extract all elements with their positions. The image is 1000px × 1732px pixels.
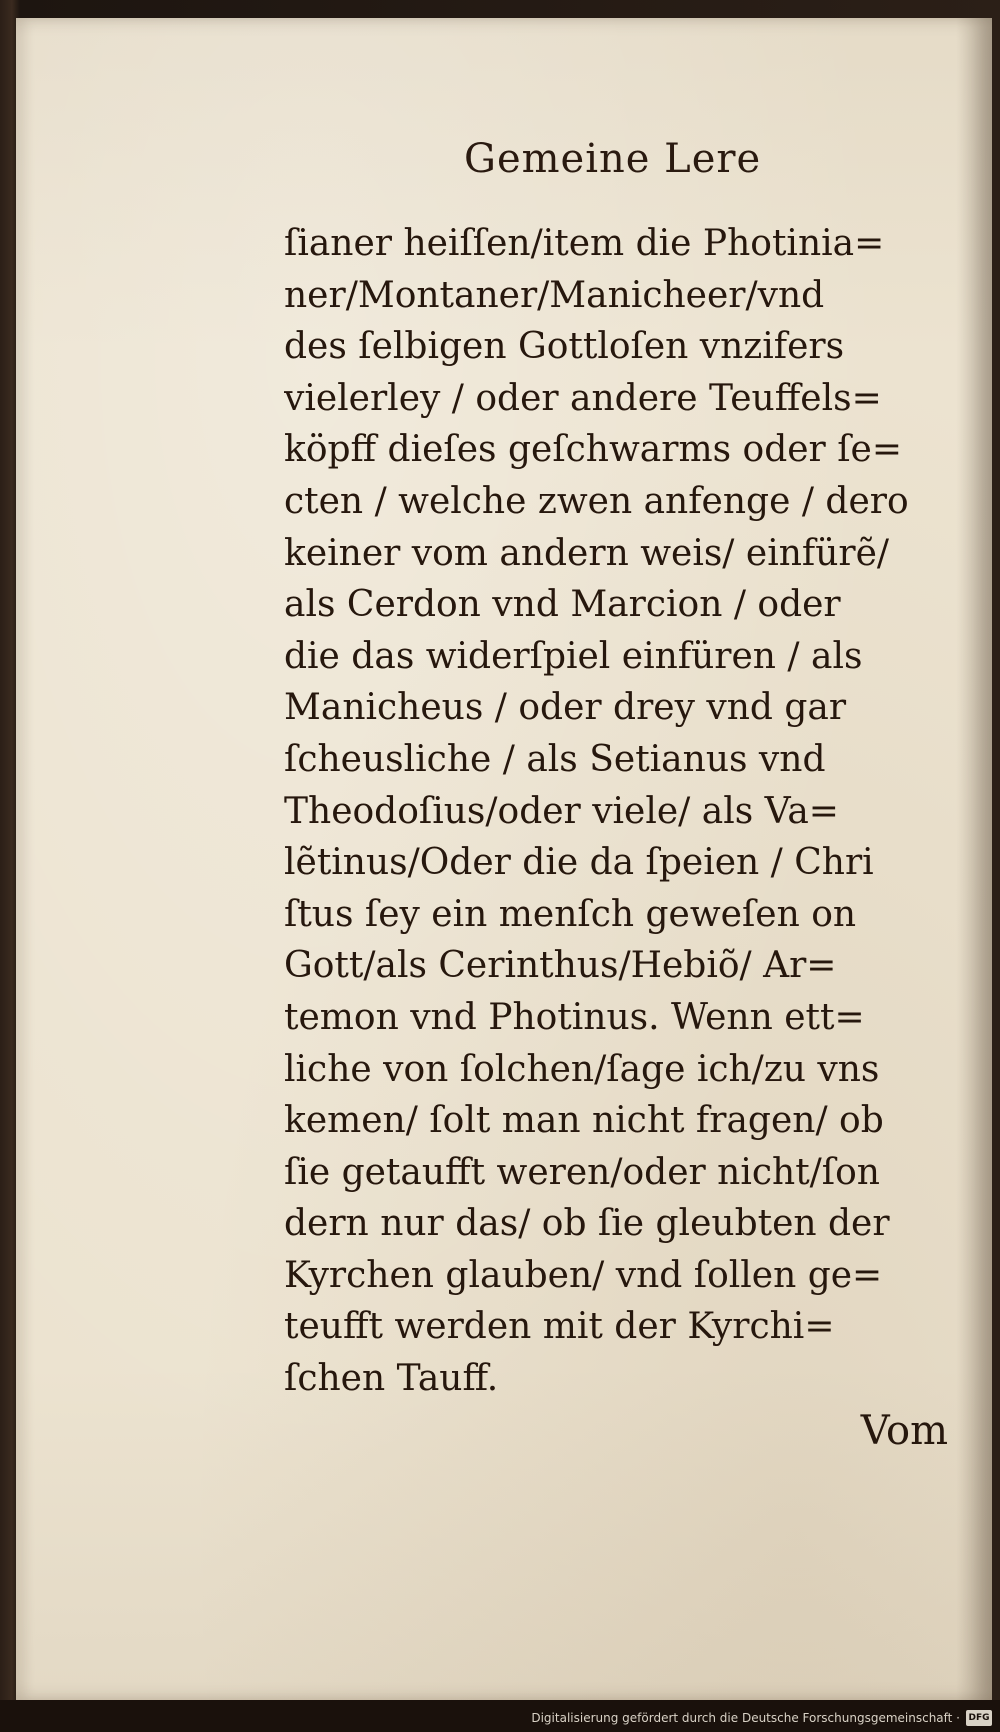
text-line: ſtus ſey ein menſch geweſen on <box>284 893 857 935</box>
text-line: temon vnd Photinus. Wenn ett= <box>284 996 865 1038</box>
text-line: Kyrchen glauben/ vnd ſollen ge= <box>284 1254 883 1296</box>
text-line: als Cerdon vnd Marcion / oder <box>284 584 841 626</box>
text-line: Theodoſius/oder viele/ als Va= <box>284 790 839 832</box>
text-line: ſie getaufft weren/oder nicht/ſon <box>284 1151 880 1193</box>
text-line: köpff dieſes geſchwarms oder ſe= <box>284 429 902 471</box>
text-line: lẽtinus/Oder die da ſpeien / Chri <box>284 842 874 884</box>
text-line: vielerley / oder andere Teuffels= <box>284 377 882 419</box>
catchword: Vom <box>860 1408 948 1454</box>
text-line: teufft werden mit der Kyrchi= <box>284 1306 835 1348</box>
dfg-logo-icon: DFG <box>966 1710 992 1726</box>
text-line: ſchen Tauff. <box>284 1358 499 1400</box>
text-line: des ſelbigen Gottloſen vnzifers <box>284 326 845 368</box>
body-text <box>284 218 988 1405</box>
text-line: die das widerſpiel einfüren / als <box>284 635 863 677</box>
text-line: Gott/als Cerinthus/Hebiõ/ Ar= <box>284 945 837 987</box>
funding-credit: Digitalisierung gefördert durch die Deutsche Forschungsgemeinschaft · <box>531 1711 960 1725</box>
text-line: ner/Montaner/Manicheer/vnd <box>284 274 825 316</box>
text-line: ſianer heiſſen/item die Photinia= <box>284 223 885 264</box>
text-line: ſcheusliche / als Setianus vnd <box>284 738 826 780</box>
text-line: liche von ſolchen/ſage ich/zu vns <box>284 1048 880 1090</box>
text-line: cten / welche zwen anfenge / dero <box>284 480 909 522</box>
text-line: kemen/ ſolt man nicht fragen/ ob <box>284 1100 884 1142</box>
text-line: Manicheus / oder drey vnd gar <box>284 687 847 729</box>
footer-bar <box>0 1700 1000 1732</box>
book-page <box>16 18 992 1700</box>
text-line: keiner vom andern weis/ einfürẽ/ <box>284 532 890 574</box>
running-head: Gemeine Lere <box>464 136 762 182</box>
text-line: dern nur das/ ob ſie gleubten der <box>284 1203 890 1245</box>
